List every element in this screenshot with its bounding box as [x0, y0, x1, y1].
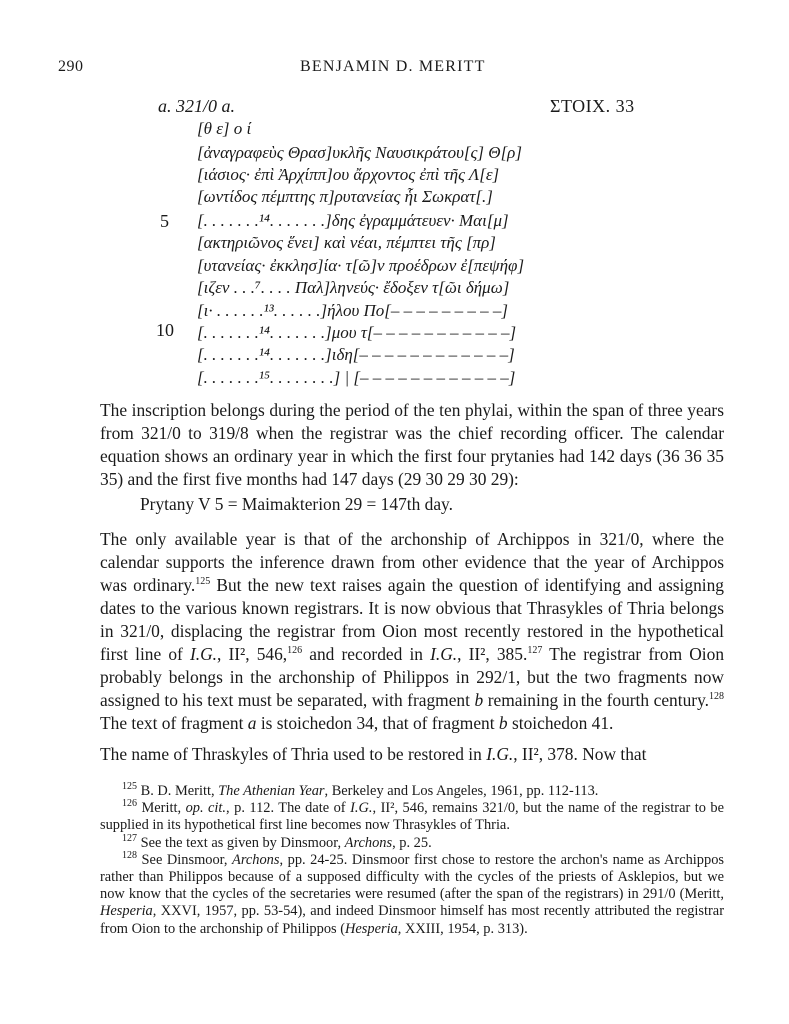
inscription-line: [. . . . . . .¹⁵. . . . . . . .] | [– – – – – – – – – – – –] [197, 368, 516, 387]
inscription-line: [ἀναγραφεὺς Θρασ]υκλῆς Ναυσικράτου[ς] Θ[ρ] [197, 143, 522, 162]
text-run: , Berkeley and Los Angeles, 1961, pp. 112-113. [324, 783, 599, 799]
text-run: , II², 546, remains 321/0, but the name of the registrar to be supplied in its hypothetical first line becomes now Thrasykles of Thria. [100, 800, 724, 834]
text-run: The registrar from Oion probably belongs in the archonship of Philippos in 292/1, but the two fragments now assigned to his text must be separated, with fragment [100, 644, 725, 710]
text-run: The name of Thraskyles of Thria used to be restored in [100, 744, 487, 764]
footnote-128 [100, 852, 724, 938]
journal-title: Hesperia [345, 920, 398, 937]
text-run: The only available year is that of the archonship of Archippos in 321/0, where the calendar supports the inference drawn from other evidence that the year of Archippos was ordinary. [100, 529, 724, 595]
text-run: and recorded in [302, 644, 431, 664]
paragraph-archippos [100, 528, 724, 735]
text-run: is stoichedon 34, that of fragment [256, 713, 499, 733]
text-run: , II², 546, [216, 644, 288, 664]
text-run: See Dinsmoor, [137, 851, 233, 868]
inscription-line: [. . . . . . .¹⁴. . . . . . .]δης ἐγραμμάτευεν· Μαι[μ] [197, 211, 509, 230]
inscription-line: [. . . . . . .¹⁴. . . . . . .]μου τ[– – – – – – – – – – –] [197, 323, 517, 342]
footnote-number: 128 [122, 850, 137, 862]
text-run: stoichedon 41. [507, 713, 614, 733]
citation-ig: I.G. [189, 644, 217, 664]
footnote-number: 125 [122, 781, 137, 793]
footnote-number: 127 [122, 832, 137, 844]
text-run: , XXVI, 1957, pp. 53-54), and indeed Dinsmoor himself has most recently attributed the registrar from Oion to the archonship of Philippos ( [100, 903, 724, 937]
line-number-10: 10 [156, 320, 174, 340]
paragraph-dating-text: The inscription belongs during the period of the ten phylai, within the span of three years from 321/0 to 319/8 when the registrar was the chief recording officer. The calendar equation shows an ordinary year in which the first four prytanies had 142 days (36 36 35 35) and the first five months had 147 days (29 30 29 30 29): [100, 400, 724, 489]
inscription-line: [ιζεν . . .⁷. . . . Παλ]ληνεύς· ἔδοξεν τ[ῶι δήμω] [197, 278, 510, 297]
paragraph-thraskyles [100, 743, 724, 766]
paragraph-dating [100, 399, 724, 491]
book-title: The Athenian Year [218, 783, 325, 799]
text-run: Meritt, [137, 800, 186, 817]
book-title: Archons [344, 834, 393, 851]
inscription-date-label: a. 321/0 a. [158, 96, 236, 116]
footnote-ref-125[interactable]: 125 [195, 576, 211, 588]
inscription-line: [ωντίδος πέμπτης π]ρυτανείας ἧι Σωκρατ[.] [197, 187, 493, 206]
text-run: See the text as given by Dinsmoor, [137, 834, 345, 851]
inscription-line: [υτανείας· ἐκκλησ]ία· τ[ῶ]ν προέδρων ἐ[πεψήφ] [197, 256, 525, 275]
inscription-line: [ι· . . . . . .¹³. . . . . .]ήλου Πο[– – – – – – – – –] [197, 301, 509, 320]
text-run: , pp. 24-25. Dinsmoor first chose to restore the archon's name as Archippos rather than Philippos because of a supposed difficulty with the cycles of the priests of Asklepios, but we now know that the cycles of the secretaries were resumed (after the span of the registrars) in 291/0 (Meritt, [100, 851, 724, 903]
text-run: , II², 378. Now that [513, 744, 647, 764]
line-number-5: 5 [160, 211, 169, 231]
inscription-stoichedon-label: ΣΤΟΙΧ. 33 [550, 96, 635, 116]
footnote-number: 126 [122, 798, 137, 810]
citation-opcit: op. cit. [185, 800, 227, 817]
footnote-ref-128[interactable]: 128 [708, 691, 724, 703]
footnote-126 [100, 800, 724, 834]
inscription-line: [θ ε] ο ί [197, 119, 252, 138]
footnotes [100, 783, 724, 938]
citation-ig: I.G. [486, 744, 514, 764]
page-number: 290 [58, 58, 84, 75]
calendar-equation: Prytany V 5 = Maimakterion 29 = 147th day. [140, 494, 453, 514]
text-run: But the new text raises again the question of identifying and assigning dates to the various known registrars. It is now obvious that Thrasykles of Thria belongs in 321/0, displacing the registrar from Oion most recently restored in the hypothetical first line of [100, 575, 724, 664]
fragment-label: b [498, 713, 508, 733]
text-run: , p. 25. [392, 834, 432, 851]
text-run: , XXIII, 1954, p. 313). [397, 920, 528, 937]
text-run: The text of fragment [100, 713, 248, 733]
footnote-ref-127[interactable]: 127 [527, 645, 543, 657]
footnote-ref-126[interactable]: 126 [287, 645, 303, 657]
text-run: , II², 385. [457, 644, 528, 664]
inscription-line: [ακτηριῶνος ἕνει] καὶ νέαι, πέμπτει τῆς [πρ] [197, 233, 496, 252]
text-run: B. D. Meritt, [137, 783, 219, 799]
running-header-author: BENJAMIN D. MERITT [300, 58, 486, 75]
text-run: remaining in the fourth century. [483, 690, 709, 710]
book-title: Archons [232, 851, 280, 868]
fragment-label: a [247, 713, 257, 733]
text-run: , p. 112. The date of [226, 800, 351, 817]
inscription-line: [. . . . . . .¹⁴. . . . . . .]ιδη[– – – – – – – – – – – –] [197, 345, 515, 364]
inscription-line: [ιάσιος· ἐπὶ Ἀρχίππ]ου ἄρχοντος ἐπὶ τῆς Λ[ε] [197, 165, 500, 184]
journal-title: Hesperia [100, 903, 153, 920]
fragment-label: b [474, 690, 484, 710]
footnote-125 [100, 783, 724, 800]
citation-ig: I.G. [430, 644, 458, 664]
citation-ig: I.G. [350, 800, 373, 817]
footnote-127 [100, 832, 724, 852]
